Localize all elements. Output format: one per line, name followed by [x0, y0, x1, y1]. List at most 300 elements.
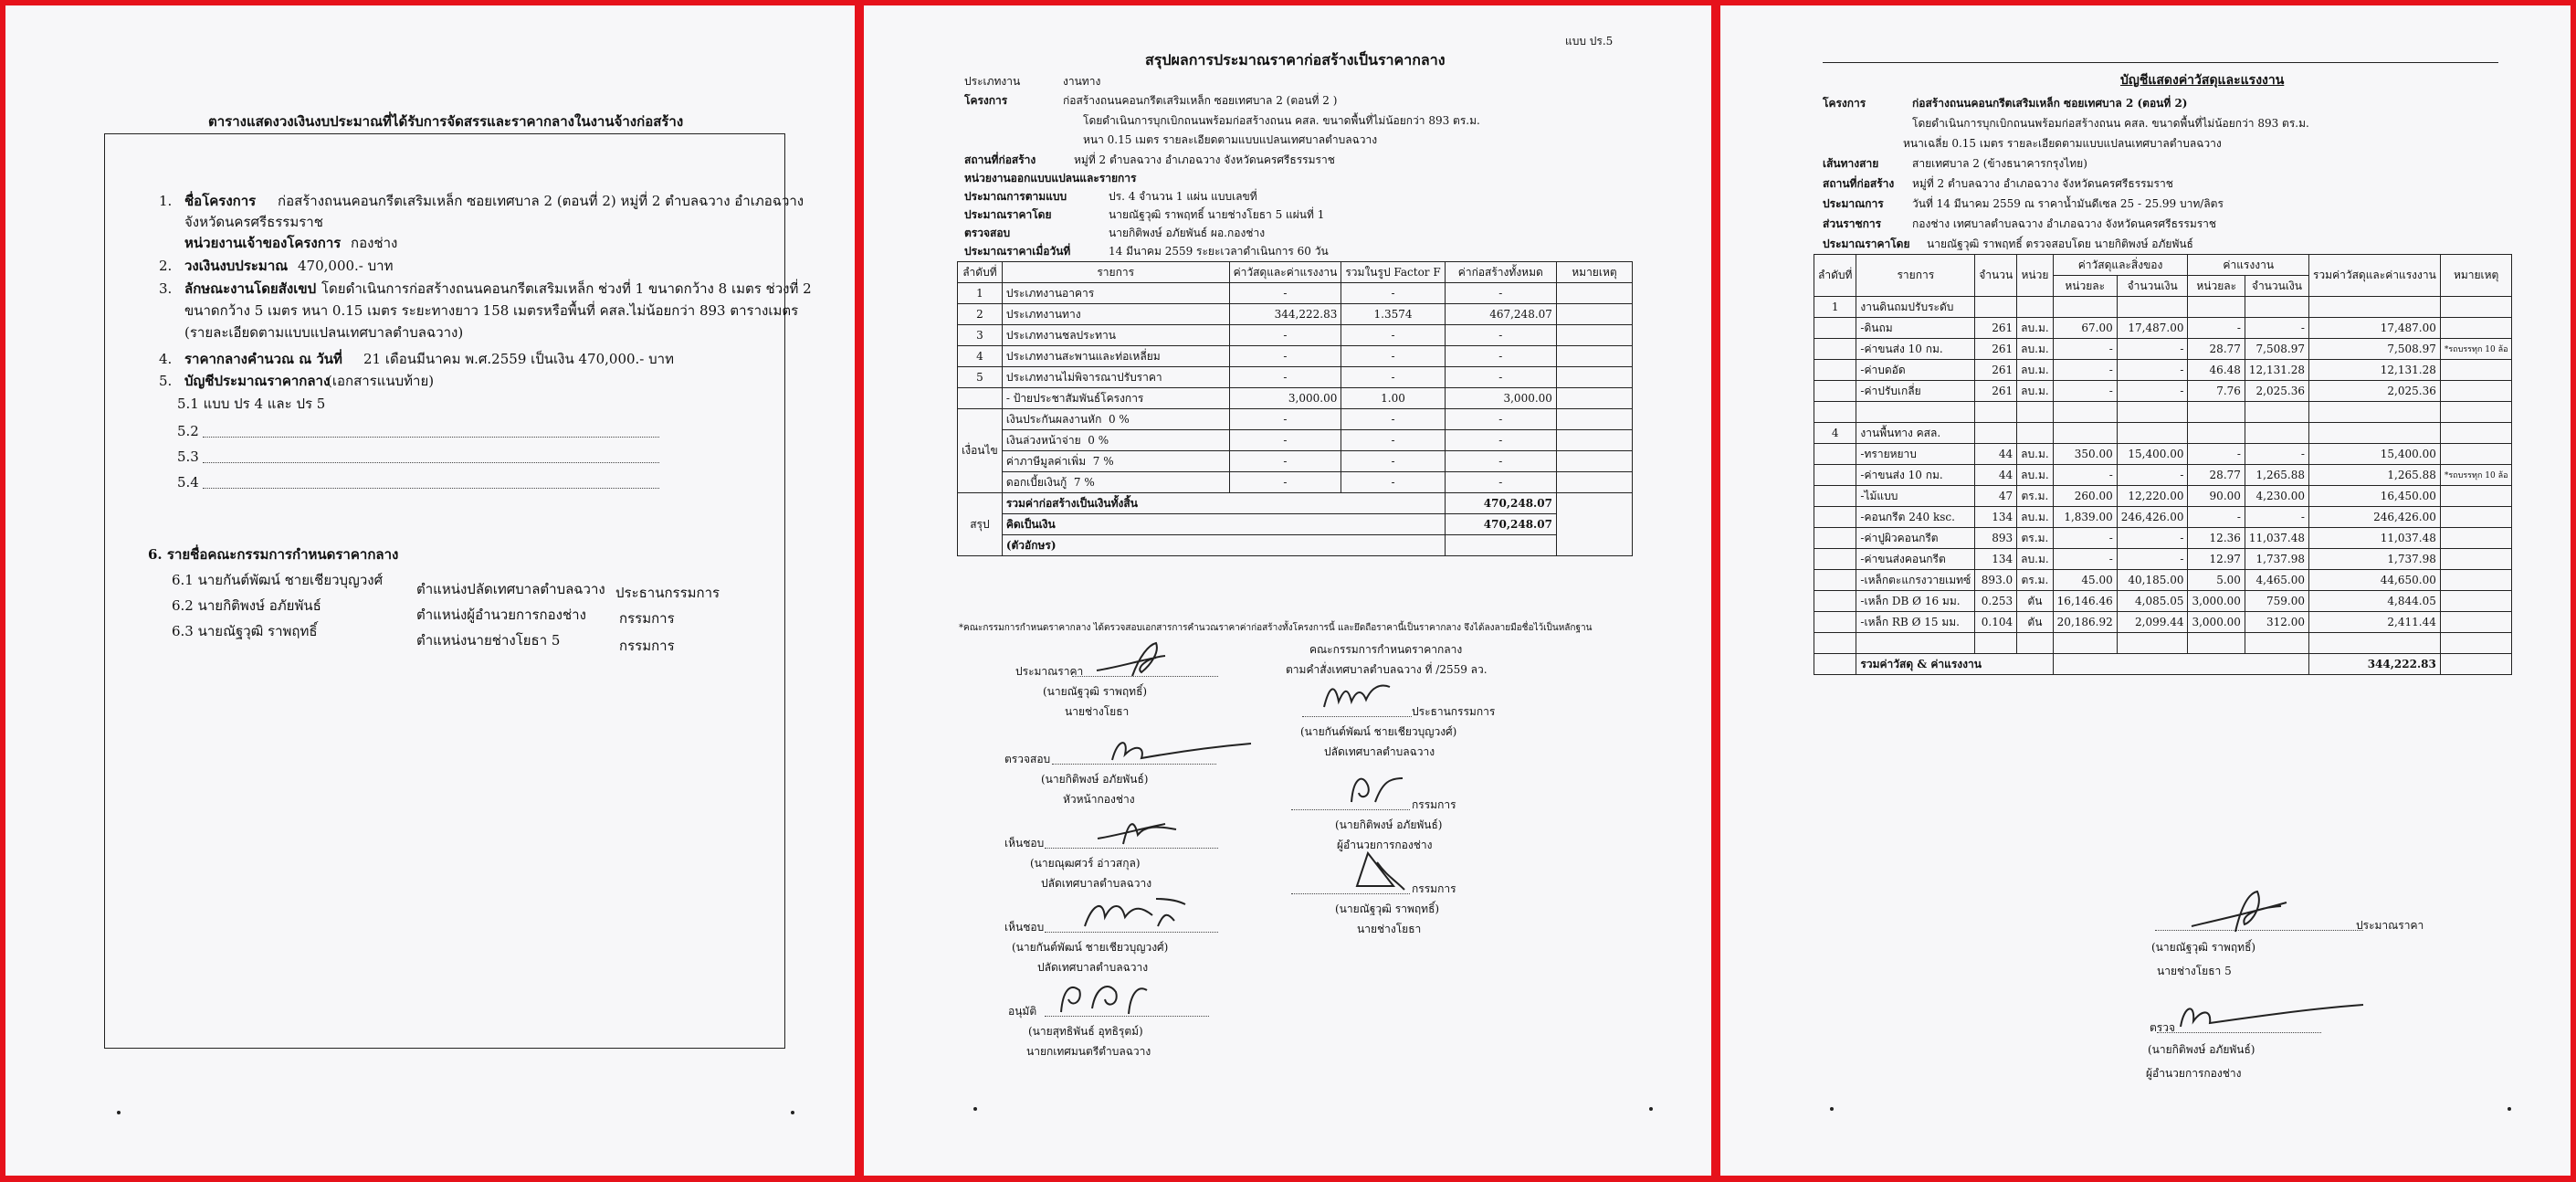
document-page-3	[1720, 5, 2571, 1176]
table-row	[1814, 402, 2512, 423]
p3-value-5: วันที่ 14 มีนาคม 2559 ณ ราคาน้ำมันดีเซล 25 - 25.99 บาท/ลิตร	[1912, 197, 2224, 210]
cell: 0.104	[1975, 612, 2017, 633]
p3-value-7: นายณัฐวุฒิ ราพฤทธิ์ ตรวจสอบโดย นายกิติพงษ์ อภัยพันธ์	[1927, 237, 2193, 250]
cell: -	[2188, 444, 2245, 465]
cell	[1556, 325, 1632, 346]
p3-sign2-name: (นายกิติพงษ์ อภัยพันธ์)	[2148, 1043, 2255, 1056]
item-1-num: 1.	[159, 193, 173, 209]
col-header: รายการ	[1856, 255, 1975, 297]
cell: -	[1445, 472, 1556, 493]
sign-right-3-name: (นายณัฐวุฒิ ราพฤทธิ์)	[1335, 902, 1440, 915]
cell: 44	[1975, 444, 2017, 465]
cell: ประเภทงานอาคาร	[1002, 283, 1229, 304]
sub-header: จำนวนเงิน	[2245, 276, 2308, 297]
cell	[2440, 570, 2512, 591]
cell: -	[2053, 465, 2117, 486]
cell: -	[2117, 381, 2188, 402]
cell: 17,487.00	[2308, 318, 2440, 339]
total-value: 344,222.83	[2308, 654, 2440, 675]
condition-name: ค่าภาษีมูลค่าเพิ่ม	[1005, 454, 1087, 468]
sign-left-2-position: หัวหน้ากองช่าง	[1063, 793, 1135, 806]
cell: 312.00	[2245, 612, 2308, 633]
cell: 11,037.48	[2308, 528, 2440, 549]
signature-icon	[1092, 811, 1183, 848]
cell: -เหล็ก DB Ø 16 มม.	[1856, 591, 1975, 612]
cell: -	[1445, 430, 1556, 451]
p2-cost-table	[957, 261, 1633, 556]
item-4-label: ราคากลางคำนวณ ณ วันที่	[184, 351, 342, 367]
cell: 4,465.00	[2245, 570, 2308, 591]
cell: -ไม้แบบ	[1856, 486, 1975, 507]
scan-mark	[1830, 1107, 1834, 1111]
item-5-num: 5.	[159, 373, 173, 389]
cell: 261	[1975, 318, 2017, 339]
condition-name: เงินล่วงหน้าจ่าย	[1005, 433, 1081, 447]
p2-label-5: หน่วยงานออกแบบแปลนและรายการ	[964, 172, 1137, 185]
item-2-num: 2.	[159, 258, 173, 274]
item-3-text-2: ขนาดกว้าง 5 เมตร หนา 0.15 เมตร ระยะทางยาว 158 เมตรหรือพื้นที่ คสล.ไม่น้อยกว่า 893 ตารางเมตร	[184, 302, 799, 319]
cell: -	[1341, 409, 1445, 430]
p2-value-2: โดยดำเนินการบุกเบิกถนนพร้อมก่อสร้างถนน คสล. ขนาดพื้นที่ไม่น้อยกว่า 893 ตร.ม.	[1083, 114, 1480, 127]
cell: -	[1229, 367, 1341, 388]
cell	[2017, 402, 2054, 423]
cell: 28.77	[2188, 465, 2245, 486]
sign-left-3-role: เห็นชอบ	[1004, 837, 1045, 850]
sign-right-2-name: (นายกิติพงษ์ อภัยพันธ์)	[1335, 818, 1443, 831]
cell: 1.3574	[1341, 304, 1445, 325]
p2-value-7: นายณัฐวุฒิ ราพฤทธิ์ นายช่างโยธา 5 แผ่นที่ 1	[1109, 208, 1325, 221]
cell: 260.00	[2053, 486, 2117, 507]
cell	[2053, 297, 2117, 318]
summary-total-label: รวมค่าก่อสร้างเป็นเงินทั้งสิ้น	[1002, 493, 1445, 514]
cell	[2440, 612, 2512, 633]
table-row	[958, 346, 1633, 367]
cell: 16,146.46	[2053, 591, 2117, 612]
cell: 44,650.00	[2308, 570, 2440, 591]
cell: -	[1229, 451, 1341, 472]
table-row	[958, 283, 1633, 304]
cell	[1814, 549, 1856, 570]
sign-right-1-name: (นายกันต์พัฒน์ ชายเชียวบุญวงศ์)	[1300, 725, 1457, 738]
cell: 12,131.28	[2245, 360, 2308, 381]
sign-right-2-position: ผู้อำนวยการกองช่าง	[1337, 839, 1433, 851]
cell: -	[2053, 360, 2117, 381]
table-row	[1814, 444, 2512, 465]
cell: 134	[1975, 507, 2017, 528]
cell: 40,185.00	[2117, 570, 2188, 591]
table-row	[1814, 360, 2512, 381]
item-3-num: 3.	[159, 280, 173, 297]
table-row	[1814, 297, 2512, 318]
cell: -เหล็กตะแกรงวายเมทซ์	[1856, 570, 1975, 591]
p2-value-6: ปร. 4 จำนวน 1 แผ่น แบบเลขที่	[1109, 190, 1257, 203]
cell: -	[2245, 444, 2308, 465]
cell: ลบ.ม.	[2017, 465, 2054, 486]
sign-left-4-position: ปลัดเทศบาลตำบลฉวาง	[1037, 961, 1149, 974]
cell: 134	[1975, 549, 2017, 570]
cell: -	[1341, 472, 1445, 493]
sign-line	[1291, 809, 1410, 810]
cell	[2440, 318, 2512, 339]
sub-header: จำนวนเงิน	[2117, 276, 2188, 297]
cell	[2440, 381, 2512, 402]
cell	[1814, 612, 1856, 633]
cell: 4,844.05	[2308, 591, 2440, 612]
cell	[1856, 633, 1975, 654]
summary-total-value: 470,248.07	[1445, 493, 1556, 514]
scan-mark	[791, 1111, 794, 1114]
cell: ประเภทงานสะพานและท่อเหลี่ยม	[1002, 346, 1229, 367]
cell	[1975, 402, 2017, 423]
cell: 90.00	[2188, 486, 2245, 507]
sign-left-2-name: (นายกิติพงษ์ อภัยพันธ์)	[1041, 773, 1149, 786]
p3-value-4: หมู่ที่ 2 ตำบลฉวาง อำเภอฉวาง จังหวัดนครศรีธรรมราช	[1912, 177, 2173, 190]
cell: -	[2053, 528, 2117, 549]
cell	[2245, 633, 2308, 654]
col-header: หมายเหตุ	[2440, 255, 2512, 297]
condition-row	[958, 451, 1633, 472]
p3-value-3: สายเทศบาล 2 (ข้างธนาคารกรุงไทย)	[1912, 157, 2087, 170]
cell: 12,131.28	[2308, 360, 2440, 381]
cell	[2017, 633, 2054, 654]
cell: ลบ.ม.	[2017, 339, 2054, 360]
p3-label-4: สถานที่ก่อสร้าง	[1823, 177, 1895, 190]
cell: ลบ.ม.	[2017, 549, 2054, 570]
table-row	[1814, 507, 2512, 528]
cell: 15,400.00	[2117, 444, 2188, 465]
cell: 44	[1975, 465, 2017, 486]
cell: -	[1229, 430, 1341, 451]
cell: 16,450.00	[2308, 486, 2440, 507]
table-header-row	[958, 262, 1633, 283]
signature-icon	[1079, 890, 1189, 932]
cell	[2188, 423, 2245, 444]
signature-icon	[2186, 884, 2296, 935]
summary-label: สรุป	[958, 493, 1003, 556]
p2-value-9: 14 มีนาคม 2559 ระยะเวลาดำเนินการ 60 วัน	[1109, 245, 1329, 258]
cell: -	[2117, 360, 2188, 381]
table-row	[1814, 381, 2512, 402]
cell	[2440, 444, 2512, 465]
p2-value-8: นายกิติพงษ์ อภัยพันธ์ ผอ.กองช่าง	[1109, 227, 1266, 239]
item-1-text: ก่อสร้างถนนคอนกรีตเสริมเหล็ก ซอยเทศบาล 2 (ตอนที่ 2) หมู่ที่ 2 ตำบลฉวาง อำเภอฉวาง	[278, 193, 804, 209]
cell: -	[2188, 507, 2245, 528]
cell: 2	[958, 304, 1003, 325]
sign-left-3-name: (นายณุฒศวร์ อ่าวสกุล)	[1030, 857, 1141, 870]
sign-left-4-role: เห็นชอบ	[1004, 921, 1045, 934]
cell: งานพื้นทาง คสล.	[1856, 423, 1975, 444]
cell: -	[1229, 283, 1341, 304]
cell: 67.00	[2053, 318, 2117, 339]
p3-value-0: ก่อสร้างถนนคอนกรีตเสริมเหล็ก ซอยเทศบาล 2 (ตอนที่ 2)	[1912, 97, 2188, 110]
cell	[1002, 472, 1229, 493]
cell	[1556, 430, 1632, 451]
p3-value-1: โดยดำเนินการบุกเบิกถนนพร้อมก่อสร้างถนน คสล. ขนาดพื้นที่ไม่น้อยกว่า 893 ตร.ม.	[1912, 117, 2309, 130]
sign-left-1-position: นายช่างโยธา	[1065, 705, 1130, 718]
condition-row	[958, 472, 1633, 493]
cell: -	[1229, 325, 1341, 346]
sub-header: หน่วยละ	[2053, 276, 2117, 297]
item-4-num: 4.	[159, 351, 173, 367]
table-row	[1814, 633, 2512, 654]
table-row	[958, 304, 1633, 325]
summary-row	[958, 535, 1633, 556]
cell	[1814, 444, 1856, 465]
cell	[1975, 423, 2017, 444]
p3-label-6: ส่วนราชการ	[1823, 217, 1882, 230]
p2-label-9: ประมาณราคาเมื่อวันที่	[964, 245, 1071, 258]
committee-3-role: กรรมการ	[619, 638, 675, 654]
cell: 261	[1975, 360, 2017, 381]
cell: 45.00	[2053, 570, 2117, 591]
table-row	[1814, 465, 2512, 486]
cell: 28.77	[2188, 339, 2245, 360]
cell: 4	[958, 346, 1003, 367]
table-row	[1814, 339, 2512, 360]
p3-sign2-position: ผู้อำนวยการกองช่าง	[2146, 1067, 2242, 1080]
item-3-text: โดยดำเนินการก่อสร้างถนนคอนกรีตเสริมเหล็ก ช่วงที่ 1 ขนาดกว้าง 8 เมตร ช่วงที่ 2	[321, 280, 812, 297]
p3-value-2: หนาเฉลี่ย 0.15 เมตร รายละเอียดตามแบบแปลนเทศบาลตำบลฉวาง	[1903, 137, 2222, 150]
page3-title: บัญชีแสดงค่าวัสดุและแรงงาน	[2120, 73, 2285, 88]
cell: ลบ.ม.	[2017, 507, 2054, 528]
p2-label-8: ตรวจสอบ	[964, 227, 1011, 239]
conditions-label: เงื่อนไข	[958, 409, 1003, 493]
committee-2-position: ตำแหน่งผู้อำนวยการกองช่าง	[416, 607, 586, 623]
p2-label-6: ประมาณการตามแบบ	[964, 190, 1067, 203]
cell	[1002, 430, 1229, 451]
p3-label-5: ประมาณการ	[1823, 197, 1884, 210]
cell: -	[2053, 339, 2117, 360]
cell	[2053, 402, 2117, 423]
item-5-4: 5.4	[177, 474, 199, 491]
p2-value-1: ก่อสร้างถนนคอนกรีตเสริมเหล็ก ซอยเทศบาล 2 (ตอนที่ 2 )	[1063, 94, 1338, 107]
table-row	[1814, 570, 2512, 591]
page1-title: ตารางแสดงวงเงินงบประมาณที่ได้รับการจัดสรรและราคากลางในงานจ้างก่อสร้าง	[208, 113, 684, 130]
cell: 7,508.97	[2245, 339, 2308, 360]
p2-footnote: *คณะกรรมการกำหนดราคากลาง ได้ตรวจสอบเอกสารการคำนวณราคาค่าก่อสร้างทั้งโครงการนี้ และยึดถือราคานี้เป็นราคากลาง จึงได้ลงลายมือชื่อไว้เป็นหลักฐาน	[959, 623, 1593, 633]
p3-label-7: ประมาณราคาโดย	[1823, 237, 1910, 250]
item-5-2-line	[203, 437, 659, 438]
cell: ตร.ม.	[2017, 570, 2054, 591]
committee-1-position: ตำแหน่งปลัดเทศบาลตำบลฉวาง	[416, 581, 605, 597]
cell: -	[1341, 283, 1445, 304]
cell: -	[2188, 318, 2245, 339]
cell	[1814, 591, 1856, 612]
top-rule	[1823, 62, 2498, 63]
cell	[2053, 654, 2308, 675]
cell	[1814, 486, 1856, 507]
cell	[1814, 528, 1856, 549]
sub-header: หน่วยละ	[2188, 276, 2245, 297]
cell: ตัน	[2017, 612, 2054, 633]
cell: 1	[1814, 297, 1856, 318]
cell: 12.97	[2188, 549, 2245, 570]
item-5-4-line	[203, 488, 659, 489]
cell: ลบ.ม.	[2017, 318, 2054, 339]
sign-left-1-name: (นายณัฐวุฒิ ราพฤทธิ์)	[1043, 685, 1148, 698]
cell	[1814, 633, 1856, 654]
cell: 1,737.98	[2245, 549, 2308, 570]
cell: -	[2053, 549, 2117, 570]
sign-right-1-role: ประธานกรรมการ	[1412, 705, 1496, 718]
cell: -คอนกรีต 240 ksc.	[1856, 507, 1975, 528]
page2-title: สรุปผลการประมาณราคาก่อสร้างเป็นราคากลาง	[1145, 51, 1446, 69]
cell: 3,000.00	[2188, 612, 2245, 633]
cell: 1	[958, 283, 1003, 304]
cell	[958, 388, 1003, 409]
p3-materials-table	[1814, 254, 2512, 675]
summary-amount-value: 470,248.07	[1445, 514, 1556, 535]
committee-1-name: 6.1 นายกันต์พัฒน์ ชายเชียวบุญวงศ์	[172, 572, 384, 588]
sign-right-3-role: กรรมการ	[1412, 882, 1456, 895]
cell: 4,230.00	[2245, 486, 2308, 507]
condition-rate: 7 %	[1073, 475, 1095, 489]
item-5-2: 5.2	[177, 423, 199, 439]
scan-mark	[117, 1111, 121, 1114]
sign-left-4-name: (นายกันต์พัฒน์ ชายเชียวบุญวงศ์)	[1012, 941, 1169, 954]
sign-right-1-position: ปลัดเทศบาลตำบลฉวาง	[1324, 745, 1435, 758]
item-1-text-cont: จังหวัดนครศรีธรรมราช	[184, 214, 323, 230]
sign-left-1-role: ประมาณราคา	[1015, 665, 1084, 678]
sign-left-5-role: อนุมัติ	[1008, 1005, 1037, 1018]
condition-name: เงินประกันผลงานหัก	[1005, 412, 1102, 426]
cell: 7.76	[2188, 381, 2245, 402]
cell	[2440, 549, 2512, 570]
total-row	[1814, 654, 2512, 675]
cell	[1814, 381, 1856, 402]
document-page-1	[5, 5, 855, 1176]
cell: ตร.ม.	[2017, 528, 2054, 549]
cell: 0.253	[1975, 591, 2017, 612]
signature-icon	[2175, 994, 2367, 1034]
col-header: ลำดับที่	[958, 262, 1003, 283]
summary-row	[958, 493, 1633, 514]
cell: 4	[1814, 423, 1856, 444]
cell: -	[2117, 528, 2188, 549]
p3-value-6: กองช่าง เทศบาลตำบลฉวาง อำเภอฉวาง จังหวัดนครศรีธรรมราช	[1912, 217, 2217, 230]
cell: -ค่าขนส่ง 10 กม.	[1856, 465, 1975, 486]
cell	[1975, 297, 2017, 318]
col-header: ค่าแรงงาน	[2188, 255, 2309, 276]
form-code: แบบ ปร.5	[1565, 35, 1614, 47]
item-4-text: 21 เดือนมีนาคม พ.ศ.2559 เป็นเงิน 470,000.- บาท	[363, 351, 674, 367]
cell: ตร.ม.	[2017, 486, 2054, 507]
cell: *รถบรรทุก 10 ล้อ	[2440, 339, 2512, 360]
cell: -	[2117, 465, 2188, 486]
cell: 246,426.00	[2117, 507, 2188, 528]
item-2-text: 470,000.- บาท	[298, 258, 394, 274]
cell: -ค่าขนส่งคอนกรีต	[1856, 549, 1975, 570]
cell	[1556, 409, 1632, 430]
cell: 2,099.44	[2117, 612, 2188, 633]
item-3-label: ลักษณะงานโดยสังเขป	[184, 280, 317, 297]
table-row	[1814, 549, 2512, 570]
cell	[2117, 402, 2188, 423]
cell	[2245, 402, 2308, 423]
owner-value: กองช่าง	[351, 235, 398, 251]
item-5-1: 5.1 แบบ ปร 4 และ ปร 5	[177, 396, 326, 412]
cell	[2308, 633, 2440, 654]
cell	[2017, 423, 2054, 444]
cell	[2440, 402, 2512, 423]
table-row	[1814, 612, 2512, 633]
cell	[1814, 654, 1856, 675]
condition-name: ดอกเบี้ยเงินกู้	[1005, 475, 1067, 489]
sign-line	[1302, 716, 1412, 717]
cell	[1556, 304, 1632, 325]
col-header: ค่าก่อสร้างทั้งหมด	[1445, 262, 1556, 283]
p3-table-body	[1814, 297, 2512, 654]
p3-sign1-role: ประมาณราคา	[2356, 919, 2424, 932]
cell	[2053, 423, 2117, 444]
cell: -ค่าปูผิวคอนกรีต	[1856, 528, 1975, 549]
item-5-3-line	[203, 462, 659, 463]
cell: งานดินถมปรับระดับ	[1856, 297, 1975, 318]
cell	[2188, 402, 2245, 423]
col-header: ลำดับที่	[1814, 255, 1856, 297]
cell	[1814, 360, 1856, 381]
cell	[2117, 633, 2188, 654]
item-2-label: วงเงินงบประมาณ	[184, 258, 289, 274]
cell: 893	[1975, 528, 2017, 549]
cell: -	[2245, 318, 2308, 339]
cell: -	[2117, 339, 2188, 360]
cell: 3,000.00	[1229, 388, 1341, 409]
cell: 261	[1975, 381, 2017, 402]
cell: 12.36	[2188, 528, 2245, 549]
signature-icon	[1350, 850, 1414, 893]
cell: ลบ.ม.	[2017, 381, 2054, 402]
p3-sign1-position: นายช่างโยธา 5	[2157, 965, 2232, 977]
cell: -	[2053, 381, 2117, 402]
cell	[2245, 297, 2308, 318]
cell	[1556, 346, 1632, 367]
cell: -	[1229, 472, 1341, 493]
col-header: รวมในรูป Factor F	[1341, 262, 1445, 283]
cell	[1556, 493, 1632, 556]
cell: 17,487.00	[2117, 318, 2188, 339]
cell: -	[1341, 430, 1445, 451]
cell: -ค่าขนส่ง 10 กม.	[1856, 339, 1975, 360]
cell: 12,220.00	[2117, 486, 2188, 507]
scan-mark	[2508, 1107, 2511, 1111]
col-header: หมายเหตุ	[1556, 262, 1632, 283]
condition-rate: 0 %	[1088, 433, 1109, 447]
p3-label-0: โครงการ	[1823, 97, 1866, 110]
item-3-text-3: (รายละเอียดตามแบบแปลนเทศบาลตำบลฉวาง)	[184, 324, 464, 341]
scan-mark	[973, 1107, 977, 1111]
cell: -	[1341, 325, 1445, 346]
cell	[2308, 402, 2440, 423]
p2-label-7: ประมาณราคาโดย	[964, 208, 1052, 221]
cell	[2017, 297, 2054, 318]
signature-icon	[1344, 765, 1408, 807]
cell: 2,411.44	[2308, 612, 2440, 633]
cell	[2440, 633, 2512, 654]
cell	[1556, 451, 1632, 472]
committee-2-name: 6.2 นายกิติพงษ์ อภัยพันธ์	[172, 597, 321, 614]
committee-1-role: ประธานกรรมการ	[615, 585, 720, 601]
cell	[2188, 633, 2245, 654]
signature-icon	[1109, 734, 1255, 765]
document-page-2	[864, 5, 1711, 1176]
col-header: จำนวน	[1975, 255, 2017, 297]
cell	[2440, 591, 2512, 612]
signature-icon	[1320, 678, 1393, 714]
col-header: รายการ	[1002, 262, 1229, 283]
cell: 46.48	[2188, 360, 2245, 381]
cell: -	[1445, 283, 1556, 304]
